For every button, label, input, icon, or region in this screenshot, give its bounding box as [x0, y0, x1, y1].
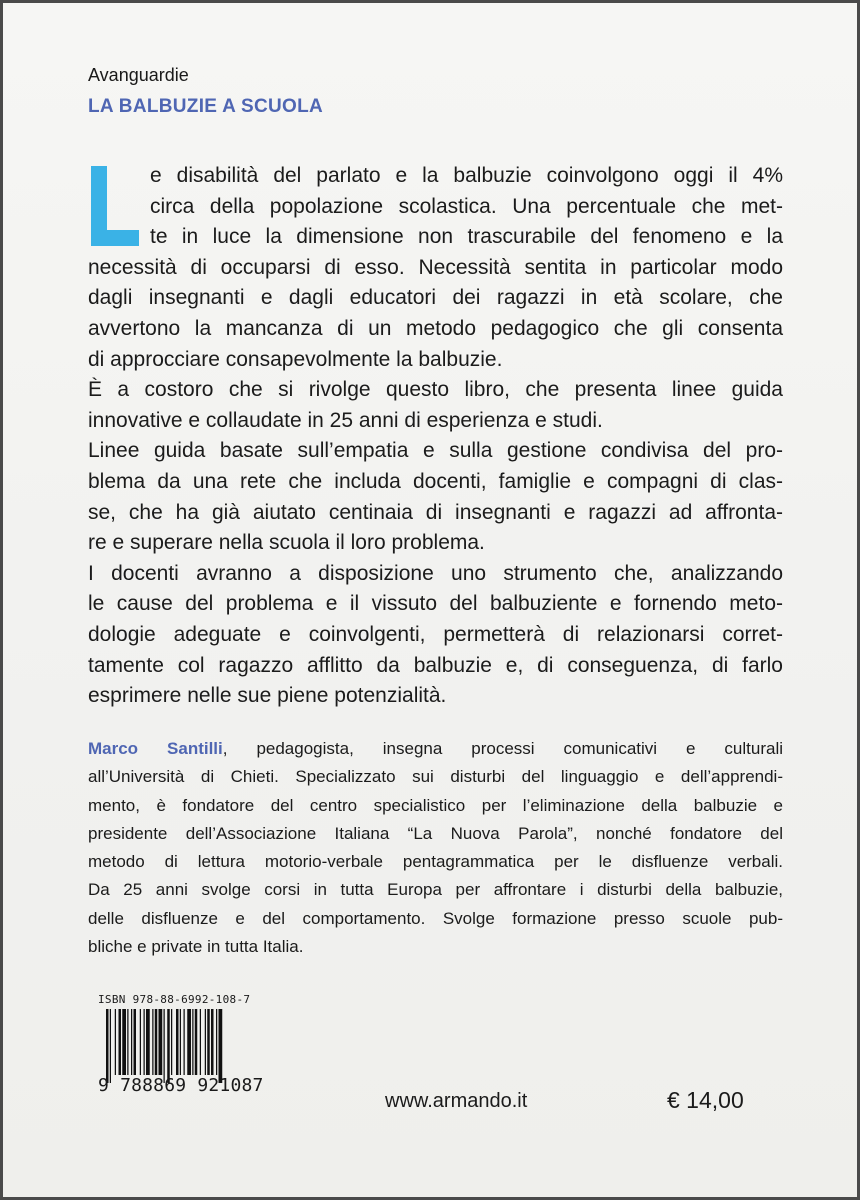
author-bio: [88, 735, 783, 961]
bio-line-rest: , pedagogista, insegna processi comunicativi e culturali: [222, 739, 783, 758]
barcode-bar: [115, 1009, 116, 1075]
barcode-bar: [200, 1009, 201, 1075]
bio-line: all’Università di Chieti. Specializzato sui disturbi del linguaggio e dell’apprendi-: [88, 767, 783, 787]
blurb-line: innovative e collaudate in 25 anni di esperienza e studi.: [88, 408, 603, 432]
bio-line: Da 25 anni svolge corsi in tutta Europa per affrontare i disturbi della balbuzie,: [88, 880, 783, 900]
barcode-bar: [131, 1009, 132, 1075]
bio-line: metodo di lettura motorio-verbale pentagrammatica per le disfluenze verbali.: [88, 852, 783, 872]
barcode-bar: [155, 1009, 158, 1075]
blurb-line: È a costoro che si rivolge questo libro, che presenta linee guida: [88, 378, 783, 402]
blurb-line: se, che ha già aiutato centinaia di insegnanti e ragazzi ad affronta-: [88, 500, 783, 524]
barcode-bar: [146, 1009, 150, 1075]
author-name: Marco Santilli: [88, 739, 223, 758]
barcode-bar: [205, 1009, 206, 1075]
barcode-bar: [127, 1009, 128, 1075]
barcode-bar: [187, 1009, 191, 1075]
barcode-bar: [159, 1009, 163, 1075]
blurb-line: le cause del problema e il vissuto del balbuziente e fornendo meto-: [88, 592, 783, 616]
barcode-bar: [144, 1009, 145, 1075]
barcode-bar: [171, 1009, 172, 1075]
bio-line: delle disfluenze e del comportamento. Svolge formazione presso scuole pub-: [88, 908, 783, 928]
blurb-line: re e superare nella scuola il loro problema.: [88, 531, 485, 555]
barcode-bar: [134, 1009, 137, 1075]
book-title: LA BALBUZIE A SCUOLA: [88, 96, 324, 117]
barcode-bar: [176, 1009, 179, 1075]
price-label: € 14,00: [667, 1087, 744, 1113]
barcode-bar: [180, 1009, 181, 1075]
blurb-line: tamente col ragazzo afflitto da balbuzie e, di conseguenza, di farlo: [88, 653, 783, 677]
blurb-text: [88, 161, 783, 712]
barcode-bar: [184, 1009, 185, 1075]
barcode-bar: [164, 1009, 165, 1083]
bio-line: presidente dell’Associazione Italiana “La Nuova Parola”, nonché fondatore del: [88, 823, 783, 843]
blurb-line: te in luce la dimensione non trascurabile del fenomeno e la: [150, 225, 783, 249]
barcode-bar: [152, 1009, 153, 1075]
barcode-bar: [106, 1009, 109, 1083]
blurb-line: avvertono la mancanza di un metodo pedagogico che gli consenta: [88, 316, 783, 340]
bio-line: [88, 735, 783, 763]
barcode-bar: [219, 1009, 223, 1083]
blurb-line: esprimere nelle sue piene potenzialità.: [88, 684, 447, 708]
barcode-bar: [216, 1009, 217, 1075]
isbn-label: ISBN 978-88-6992-108-7: [98, 993, 251, 1006]
blurb-line: e disabilità del parlato e la balbuzie coinvolgono oggi il 4%: [150, 164, 783, 187]
blurb-line: di approcciare consapevolmente la balbuzie.: [88, 347, 503, 371]
blurb-line: dagli insegnanti e dagli educatori dei ragazzi in età scolare, che: [88, 286, 783, 310]
barcode-bar: [192, 1009, 193, 1075]
barcode-bar: [195, 1009, 198, 1075]
barcode-bar: [119, 1009, 122, 1075]
barcode-digits: 9 788869 921087: [98, 1075, 264, 1096]
series-name: Avanguardie: [88, 65, 189, 85]
blurb-line: dologie adeguate e coinvolgenti, permetterà di relazionarsi corret-: [88, 622, 783, 646]
bio-line: mento, è fondatore del centro specialistico per l’eliminazione della balbuzie e: [88, 795, 783, 815]
barcode-bar: [167, 1009, 170, 1083]
barcode-block: [98, 993, 264, 1105]
bio-line: bliche e private in tutta Italia.: [88, 937, 304, 957]
publisher-url[interactable]: www.armando.it: [385, 1090, 528, 1112]
barcode-bar: [211, 1009, 214, 1075]
blurb-line: I docenti avranno a disposizione uno strumento che, analizzando: [88, 561, 783, 585]
blurb-line: circa della popolazione scolastica. Una percentuale che met-: [150, 194, 783, 218]
blurb-line: blema da una rete che includa docenti, famiglie e compagni di clas-: [88, 469, 783, 493]
barcode-bar: [122, 1009, 126, 1075]
barcode-graphic: [106, 1009, 256, 1083]
blurb-line: Linee guida basate sull’empatia e sulla gestione condivisa del pro-: [88, 439, 783, 463]
barcode-bar: [140, 1009, 141, 1075]
barcode-bar: [110, 1009, 111, 1083]
barcode-bar: [207, 1009, 210, 1075]
blurb-line: necessità di occuparsi di esso. Necessità sentita in particolar modo: [88, 255, 783, 279]
